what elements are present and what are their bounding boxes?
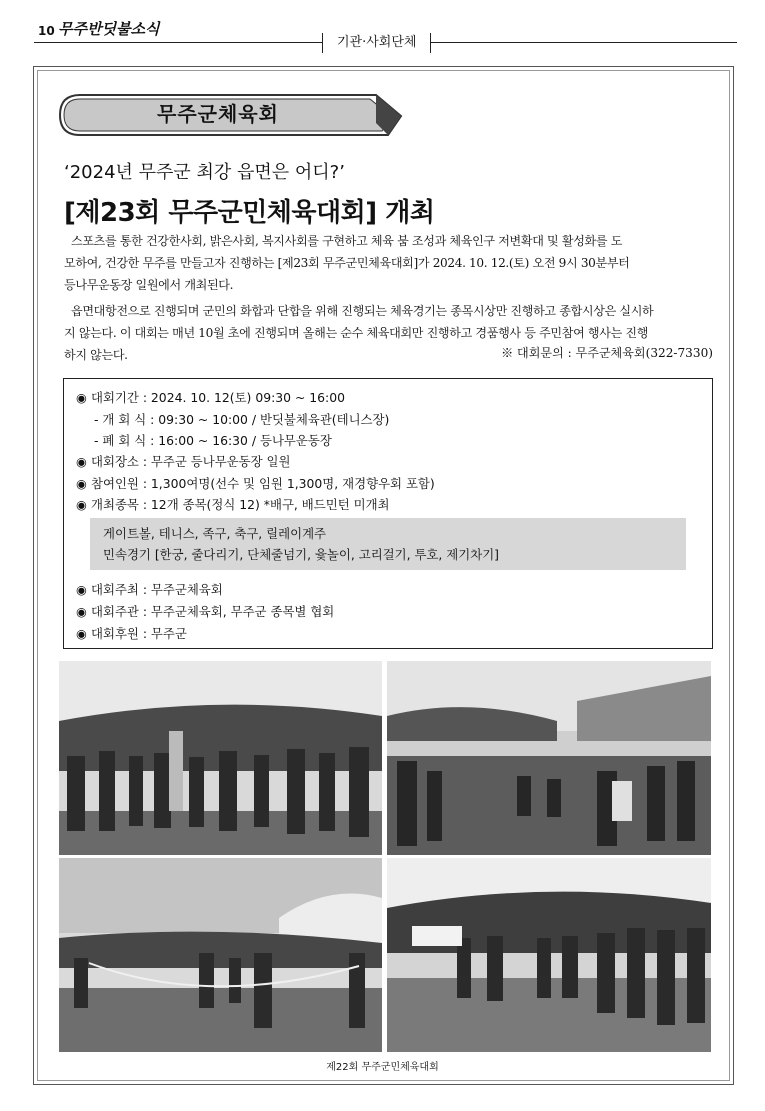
info-closing-ceremony: - 폐 회 식 : 16:00 ~ 16:30 / 등나무운동장 bbox=[94, 433, 332, 448]
event-info-box bbox=[63, 378, 713, 649]
events-list-line-2: 민속경기 [한궁, 줄다리기, 단체줄넘기, 윷놀이, 고리걸기, 투호, 제기차기] bbox=[103, 547, 500, 562]
bullet-icon: ◉ bbox=[76, 604, 87, 619]
section-title: 기관·사회단체 bbox=[322, 33, 431, 53]
info-period-text: 대회기간 : 2024. 10. 12(토) 09:30 ~ 16:00 bbox=[91, 390, 346, 405]
events-list-line-1: 게이트볼, 테니스, 족구, 축구, 릴레이계주 bbox=[103, 526, 327, 541]
bullet-icon: ◉ bbox=[76, 497, 87, 512]
photo-tug-of-war bbox=[387, 661, 711, 855]
organization-banner bbox=[58, 93, 403, 139]
article-subtitle: ‘2024년 무주군 최강 읍면은 어디?’ bbox=[64, 162, 345, 183]
photo-relay-event bbox=[387, 858, 711, 1052]
bullet-icon: ◉ bbox=[76, 626, 87, 641]
info-events bbox=[76, 495, 390, 513]
article-paragraph-1 bbox=[64, 230, 714, 296]
info-events-text: 개최종목 : 12개 종목(정식 12) *배구, 배드민턴 미개최 bbox=[91, 497, 390, 512]
bullet-icon: ◉ bbox=[76, 454, 87, 469]
photo-ceremony-group bbox=[59, 661, 382, 855]
bullet-icon: ◉ bbox=[76, 390, 87, 405]
info-host-text: 대회주최 : 무주군체육회 bbox=[91, 582, 223, 597]
info-venue bbox=[76, 452, 290, 470]
info-venue-text: 대회장소 : 무주군 등나무운동장 일원 bbox=[91, 454, 291, 469]
info-host bbox=[76, 580, 223, 598]
inquiry-contact: ※ 대회문의 : 무주군체육회(322-7330) bbox=[501, 346, 713, 360]
info-sponsor-text: 대회후원 : 무주군 bbox=[91, 626, 187, 641]
info-organizer-text: 대회주관 : 무주군체육회, 무주군 종목별 협회 bbox=[91, 604, 335, 619]
page-number: 10 bbox=[38, 24, 55, 38]
photo-jump-rope bbox=[59, 858, 382, 1052]
info-period bbox=[76, 388, 345, 406]
events-list-box bbox=[90, 518, 686, 570]
newsletter-logo: 무주반딧불소식 bbox=[58, 20, 160, 38]
bullet-icon: ◉ bbox=[76, 476, 87, 491]
paragraph-line: 모하여, 건강한 무주를 만들고자 진행하는 [제23회 무주군민체육대회]가 2024. 10. 12.(토) 오전 9시 30분부터 bbox=[64, 256, 630, 270]
info-opening-ceremony: - 개 회 식 : 09:30 ~ 10:00 / 반딧불체육관(테니스장) bbox=[94, 412, 390, 427]
info-participants bbox=[76, 474, 435, 492]
photo-caption: 제22회 무주군민체육대회 bbox=[326, 1062, 439, 1073]
paragraph-line: 하지 않는다. bbox=[64, 348, 128, 362]
paragraph-line: 읍면대항전으로 진행되며 군민의 화합과 단합을 위해 진행되는 체육경기는 종목시상만 진행하고 종합시상은 실시하 bbox=[64, 304, 654, 318]
article-title: [제23회 무주군민체육대회] 개최 bbox=[64, 198, 435, 228]
paragraph-line: 지 않는다. 이 대회는 매년 10월 초에 진행되며 올해는 순수 체육대회만 진행하고 경품행사 등 주민참여 행사는 진행 bbox=[64, 326, 649, 340]
paragraph-line: 등나무운동장 일원에서 개최된다. bbox=[64, 278, 234, 292]
info-sponsor bbox=[76, 624, 187, 642]
info-organizer bbox=[76, 602, 334, 620]
bullet-icon: ◉ bbox=[76, 582, 87, 597]
info-participants-text: 참여인원 : 1,300여명(선수 및 임원 1,300명, 재경향우회 포함) bbox=[91, 476, 435, 491]
banner-label: 무주군체육회 bbox=[157, 102, 279, 126]
paragraph-line: 스포츠를 통한 건강한사회, 밝은사회, 복지사회를 구현하고 체육 붐 조성과 체육인구 저변확대 및 활성화를 도 bbox=[64, 234, 623, 248]
